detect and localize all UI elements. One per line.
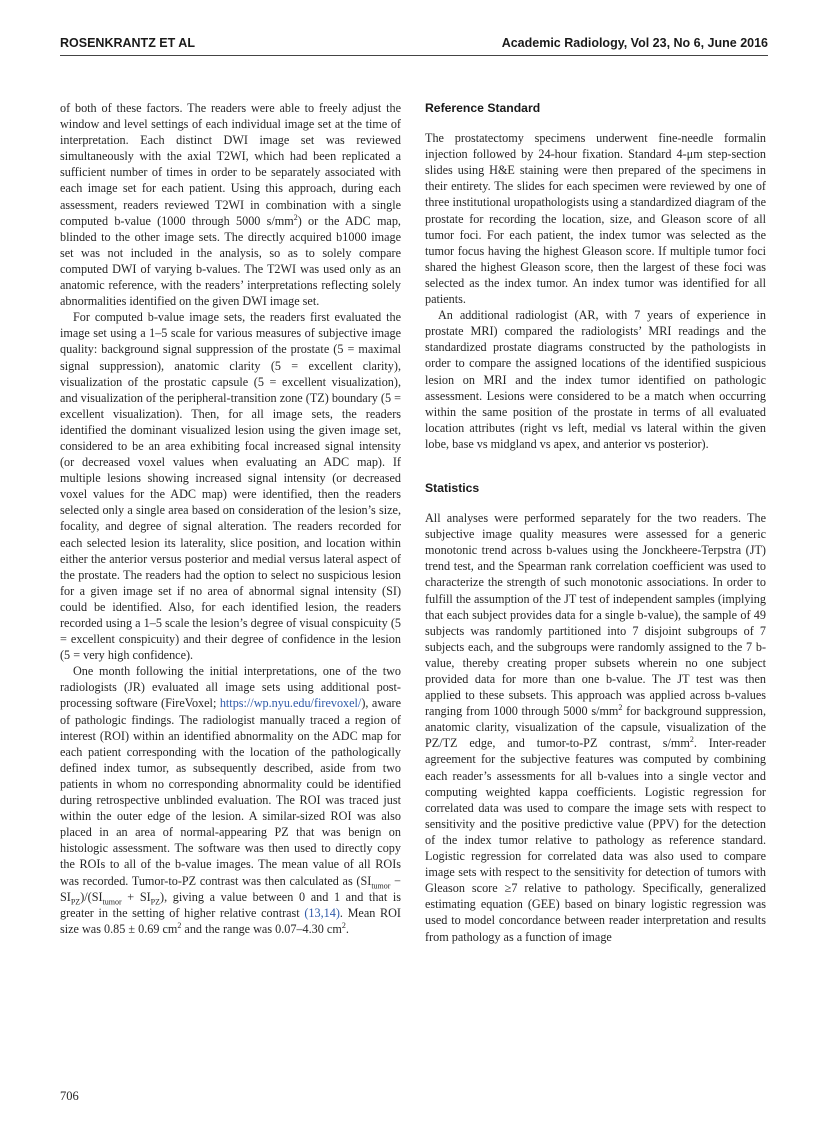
text-run: All analyses were performed separately for the two readers. The subjective image quality measures were assessed for a generic monotonic trend across b-values using the Jonckheere-Terpstra (JT) trend test, and the Spearman rank correlation coefficient was used to characterize the strength of such monotonic associations. In order to fulfill the assumption of the JT test of independent samples (implying that each subject provides data for a single b-value), the sample of 49 subjects was randomly partitioned into 7 disjoint subgroups of 7 subjects each, and the subgroups were randomly assigned to the 7 b-value, thereby creating proper subsets wherein no one subject provided data for more than one b-value. The JT test was then applied to these subsets. This approach was applied across b-values ranging from 1000 through 5000 s/mm [425, 511, 766, 719]
firevoxel-link[interactable]: https://wp.nyu.edu/firevoxel/ [219, 696, 362, 711]
left-column [60, 100, 401, 937]
subscript: tumor [102, 897, 122, 907]
running-header-authors: ROSENKRANTZ ET AL [60, 36, 195, 50]
text-run: . Inter-reader agreement for the subjective features was computed by combining each reader’s assessments for all b-values into a single vector and computing weighted kappa coefficients. Logistic regression for correlated data was used to compare the image sets with respect to sensitivity and the positive predictive value (PPV) for the detection of the index tumor relative to pathology as reference standard. Logistic regression for correlated data was also used to compare image sets with respect to the sensitivity for detection of tumors with Gleason score ≥7 relative to pathology. Specifically, generalized estimating equation (GEE) based on binary logistic regression was used to model concordance between reader interpretation and results from pathology as a function of image [425, 736, 766, 944]
text-run: )/(SI [80, 889, 103, 904]
paragraph-lesion-matching: An additional radiologist (AR, with 7 years of experience in prostate MRI) compared the radiologists’ MRI readings and the standardized prostate diagrams constructed by the pathologists in order to compare the assigned locations of the identified suspicious lesion on MRI and the index tumor identified on pathologic assessment. Lesions were considered to be a match when occurring within the same position of the prostate in terms of all evaluated location attributes (right vs left, medial vs lateral within the given lobe, base vs midgland vs apex, and anterior vs posterior). [425, 308, 766, 451]
text-run: . Mean ROI size was 0.85 ± 0.69 cm [60, 905, 401, 936]
text-run: of both of these factors. The readers were able to freely adjust the window and level settings of each individual image set at the time of interpretation. Each distinct DWI image set was reviewed simultaneously with the axial T2WI, which had been replicated a sufficient number of times in order to be separately associated with each image set for each patient. Using this approach, during each assessment, readers reviewed T2WI in combination with a single computed b-value (1000 through 5000 s/mm [60, 101, 401, 228]
subscript: tumor [371, 880, 391, 890]
subscript: PZ [70, 897, 81, 907]
paragraph-specimens: The prostatectomy specimens underwent fine-needle formalin injection followed by 24-hour fixation. Standard 4-μm step-section slides using H&E staining were then prepared of the specimens in their entirety. The slides for each specimen were reviewed by one of three institutional uropathologists using a standardized diagram of the prostate for recording the location, size, and Gleason score of all tumor foci. For each patient, the index tumor was selected as the tumor focus having the highest Gleason score. If multiple tumor foci shared the highest Gleason score, then the largest of these foci was selected as the index tumor. An index tumor was identified for all patients. [425, 131, 766, 307]
paragraph-image-quality: For computed b-value image sets, the readers first evaluated the image set using a 1–5 scale for various measures of subjective image quality: background signal suppression of the prostate (5 = maximal signal suppression), anatomic clarity (5 = excellent clarity), visualization of the prostatic capsule (5 = excellent visualization), and visualization of the peripheral-transition zone (TZ) boundary (5 = excellent visualization). Then, for all image sets, the readers identified the dominant visualized lesion using the given image set, considered to be an area exhibiting focal increased signal intensity (or decreased voxel values when evaluating an ADC map). If multiple lesions showing increased signal intensity (or decreased voxel values for the ADC map) were identified, then the readers selected only a single area based on consideration of the lesion’s size, focality, and degree of signal alteration. The readers recorded for each selected lesion its laterality, slice position, and location within either the anterior versus posterior and medial versus lateral aspect of the prostate. The readers had the option to select no suspicious lesion for a given image set if no area of abnormal signal intensity (SI) could be identified. Also, for each identified lesion, the readers recorded using a 1–5 scale the lesion’s degree of visual conspicuity (5 = excellent conspicuity) and their degree of confidence in the lesion (5 = very high confidence). [60, 310, 401, 663]
header-rule [60, 55, 768, 56]
right-column [425, 100, 766, 945]
subscript: PZ [150, 897, 161, 907]
paragraph-statistics [425, 510, 766, 945]
reference-link[interactable]: (13,14) [304, 905, 340, 920]
text-run: ), aware of pathologic findings. The radiologist manually traced a region of interest (ROI) within an identified abnormality on the ADC map for each patient corresponding with the location of the pathologically defined index tumor, as subsequently described, aside from two patients in whom no corresponding abnormality could be identified during retrospective unblinded evaluation. The ROI was traced just within the outer edge of the lesion. A similar-sized ROI was also placed in an area of normal-appearing PZ that was benign on histologic assessment. The software was then used to directly copy the ROIs to all of the b-value images. The mean value of all ROIs was recorded. Tumor-to-PZ contrast was then calculated as (SI [60, 696, 402, 888]
section-heading-reference-standard: Reference Standard [425, 101, 541, 115]
text-run: ), giving a value between 0 and 1 and that is greater in the setting of higher relative contrast [60, 889, 401, 920]
text-run: ) or the ADC map, blinded to the other image sets. The directly acquired b1000 image set was not included in the analysis, so as to solely compare computed DWI of varying b-values. The T2WI was used only as an anatomic reference, with the readers’ interpretations reflecting solely abnormalities identified on the given DWI image set. [60, 213, 401, 309]
superscript: 2 [293, 212, 298, 222]
paragraph-reading-setup [60, 100, 401, 309]
text-run: and the range was 0.07–4.30 cm [181, 921, 342, 936]
text-run: . [345, 921, 349, 936]
superscript: 2 [341, 920, 346, 930]
text-run: for background suppression, anatomic clarity, visualization of the capsule, visualization of the PZ/TZ edge, and tumor-to-PZ contrast, s/mm [425, 704, 767, 751]
paragraph-roi-analysis [60, 663, 401, 937]
superscript: 2 [689, 735, 694, 745]
superscript: 2 [177, 920, 182, 930]
page-number: 706 [60, 1089, 79, 1103]
superscript: 2 [618, 703, 623, 713]
text-run: One month following the initial interpretations, one of the two radiologists (JR) evaluated all image sets using additional post-processing software (FireVoxel; [60, 664, 401, 711]
text-run: − SI [60, 873, 401, 904]
section-heading-statistics: Statistics [425, 480, 480, 495]
text-run: + SI [121, 889, 151, 904]
running-header-journal: Academic Radiology, Vol 23, No 6, June 2016 [501, 36, 768, 50]
